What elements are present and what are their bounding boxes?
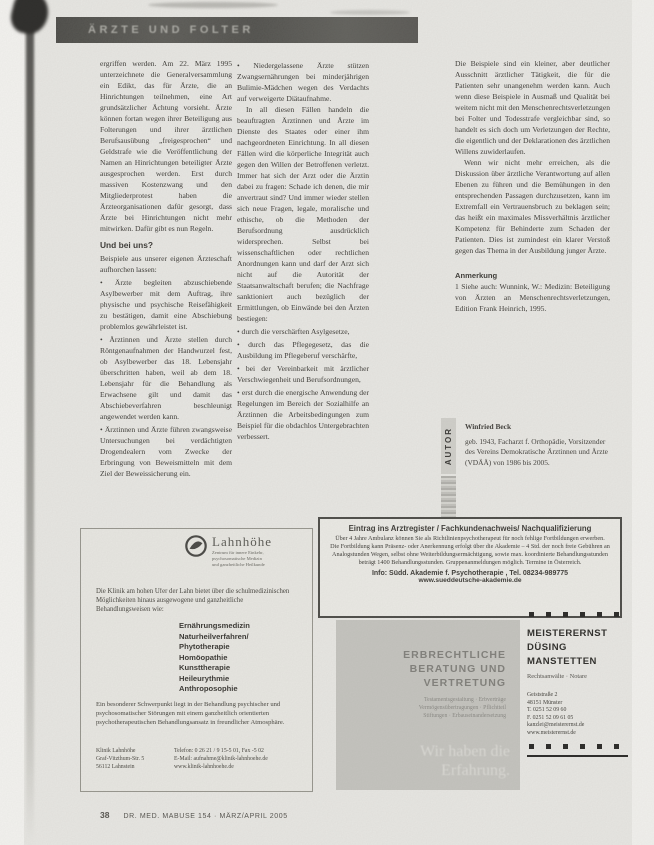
bullet-item: • Ärztinnen und Ärzte stellen durch Röntgenaufnahmen der Handwurzel fest, ob Asylbewerber das 18. Lebensjahr überschritten haben, weil ab dem 18. Lebensjahr für die Behandlung als Erwachsene gilt und damit das Abschiebeverfahren beschleunigt angewendet werden kann. <box>100 335 232 421</box>
text-column-1 <box>100 58 232 479</box>
author-vertical-label <box>441 418 456 474</box>
address-line: Geiststraße 2 <box>527 692 558 698</box>
kanzlei-name-line: MANSTETTEN <box>527 656 597 667</box>
paragraph: Beispiele aus unserer eigenen Ärzteschaft aufhorchen lassen: <box>100 254 232 274</box>
paragraph: Wenn wir nicht mehr erreichen, als die Diskussion über ärztliche Verantwortung auf allen Ebenen zu führen und die Bemühungen in den entsprechenden Passagen durchzusetzen, kann im Extremfall ein Vertrauensbruch zu beklagen sein; das heißt ein maximales Missverhältnis ärztlicher Kompetenz für Behinderte zum Schaden der Patienten. Dies ist zumindest ein klarer Verstoß gegen das Thema in der Ausbildung junger Ärzte. <box>455 158 610 255</box>
article-title: ÄRZTE UND FOLTER <box>88 24 254 36</box>
kanzlei-name <box>527 627 628 669</box>
akademie-info-line: Info: Südd. Akademie f. Psychotherapie , Tel. 08234-989775 <box>371 570 569 577</box>
erbrecht-slogan <box>336 742 510 780</box>
square-markers-bottom <box>529 744 628 749</box>
lahnhoehe-contact <box>96 747 301 771</box>
kanzlei-name-line: DÜSING <box>527 642 567 653</box>
text-column-2 <box>237 58 369 442</box>
therapy-item: Anthroposophie <box>179 684 238 693</box>
contact-line: www.klinik-lahnhoehe.de <box>174 764 234 770</box>
paragraph: Die Beispiele sind ein kleiner, aber deutlicher Ausschnitt ärztlicher Tätigkeit, die für die Patienten sehr unangenehm werden kann. Auch wenn diese Beispiele in Ausmaß und Qualität bei weitem nicht mit den Menschenrechtsverletzungen bei Folter und Todesstrafe vergleichbar sind, so handelt es sich doch um Verletzungen der Rechte, die eigentlich und der Deklarationen des ärztlichen Willens zuwiderlaufen. <box>455 59 610 156</box>
lahnhoehe-leaf-icon <box>184 534 208 558</box>
address-line: www.meisterernst.de <box>527 729 576 736</box>
author-label-text: AUTOR <box>444 426 453 466</box>
service-line: Stiftungen · Erbauseinandersetzung <box>423 713 506 719</box>
page-footer <box>100 810 288 820</box>
paragraph: ergriffen werden. Am 22. März 1995 unterzeichnete die Generalversammlung ein Edikt, das für Ärzte, die an Hinrichtungen teilnehmen, eine Art grundsätzlicher Ächtung vorsieht. Ärzte können fortan wegen ihrer Beteiligung aus Folterungen und ihrer ärztlichen Berufsausübung „freigesprochen“ und Geldstrafe wie die Veröffentlichung der Namen an Hinrichtungen beteiligter Ärzte ausgesprochen werden. Erst durch massiven Kostenzwang und den Mitgliederprotest haben die Ärzteorganisationen dafür gesorgt, dass Ärzte bei Hinrichtungen nicht mehr mitwirken. Dafür gibt es nun Regeln. <box>100 59 232 233</box>
akademie-website: www.sueddeutsche-akademie.de <box>418 577 522 584</box>
footnote-heading: Anmerkung <box>455 271 498 280</box>
kanzlei-subtitle: Rechtsanwälte · Notare <box>527 673 587 680</box>
contact-line: Telefon: 0 26 21 / 9 15-5 01, Fax -5 02 <box>174 748 264 754</box>
author-bio <box>465 422 611 468</box>
journal-issue-line: DR. MED. MABUSE 154 · MÄRZ/APRIL 2005 <box>123 813 288 820</box>
lahnhoehe-brand: Lahnhöhe <box>212 534 272 549</box>
paragraph: In all diesen Fällen handeln die beauftragten Ärztinnen und Ärzte im Dienste des Staates oder einer ihm nachgeordneten Einrichtung. In all diesen Fällen wird die körperliche Integrität auch gegen den Willen der Betroffenen verletzt. Immer hat sich der Arzt oder die Ärztin dabei zu fragen: Schade ich denen, die mir anvertraut sind? Und immer wieder stellen sich neue Fragen, legale, moralische und ethische, ob die Methoden der Berufsordnung ausdrücklich widersprechen. Selbst bei wissenschaftlichen oder rechtlichen Anordnungen kann und darf der Arzt sich nicht auf die Autorität der Staatsanwaltschaft berufen; die Nachfrage sanktioniert auch bezüglich der Ermittlungen, ob Einwände bei den Ärzten bestiegen: <box>237 105 369 323</box>
bullet-item: • durch die verschärften Asylgesetze, <box>237 327 350 336</box>
kanzlei-divider <box>527 755 628 757</box>
lahnhoehe-intro: Die Klinik am hohen Ufer der Lahn bietet über die schulmedizinischen Möglichkeiten hinaus ausgewogene und ganzheitliche Behandlungsweisen wie: <box>96 588 290 613</box>
scan-binding-streak <box>26 0 34 845</box>
bullet-item: • durch das Pflegegesetz, das die Ausbildung im Pflegeberuf verschärfte, <box>237 340 369 360</box>
article-header-bar <box>56 17 418 43</box>
bullet-item: • Ärztinnen und Ärzte führen zwangsweise Untersuchungen bei verdächtigten Drogendealern vom Zwecke der Erbringung von Beweismitteln mit dem Ziel der Beweissicherung ein. <box>100 425 232 478</box>
lahnhoehe-tagline: Zentrum für innere Einkehr, <box>212 550 264 555</box>
author-bio-text: geb. 1943, Facharzt f. Orthopädie, Vorsitzender des Vereins Demokratische Ärztinnen und Ärzte (VDÄÄ) von 1986 bis 2005. <box>465 436 608 467</box>
therapy-item: Kunsttherapie <box>179 663 231 672</box>
kanzlei-address <box>527 692 628 738</box>
contact-line: Klinik Lahnhöhe <box>96 748 136 754</box>
bullet-item: • Ärzte begleiten abzuschiebende Asylbewerber mit dem Auftrag, ihre physische und psychische Reisefähigkeit zu bestätigen, damit eine Abschiebung problemlos gewährleistet ist. <box>100 278 232 331</box>
therapy-item: Naturheilverfahren/ <box>179 631 249 641</box>
erbrecht-title-line: ERBRECHTLICHE <box>403 649 506 661</box>
therapy-item: Ernährungsmedizin <box>179 621 250 630</box>
scan-smudge <box>330 10 410 15</box>
ad-erbrecht <box>336 620 520 790</box>
address-line: kanzlei@meisterernst.de <box>527 722 585 729</box>
akademie-title: Eintrag ins Arztregister / Fachkundenachweis/ Nachqualifizierung <box>348 524 592 533</box>
text-column-3 <box>455 58 610 314</box>
ad-lahnhoehe <box>80 528 313 792</box>
ad-akademie <box>318 517 622 618</box>
slogan-line: Wir haben die <box>420 743 510 760</box>
contact-line: Graf-Vitzthum-Str. 5 <box>96 756 145 762</box>
slogan-line: Erfahrung. <box>441 762 510 779</box>
section-heading: Und bei uns? <box>100 240 154 250</box>
lahnhoehe-tagline: psychosomatische Medizin <box>212 556 262 561</box>
scan-edge-right <box>632 0 654 845</box>
ad-kanzlei <box>527 610 628 800</box>
address-line: F. 0251 52 09 61 05 <box>527 714 574 721</box>
erbrecht-services <box>336 696 506 720</box>
lahnhoehe-logo <box>184 534 304 568</box>
lahnhoehe-therapy-list <box>179 621 250 695</box>
author-name: Winfried Beck <box>465 422 512 431</box>
akademie-body: Über 4 Jahre Ambulanz können Sie als Richtlinienpsychotherapeut für noch fehlige Fortbildungen erwerben. Die Fortbildung kann Präsenz- oder Anerkennung erfolgt über die Akademie – 4 Std. der noch freie Gebühren an Analogstunden Wegen, selbst ohne Weiterbildungsermächtigung, sowie max. koordinierte Behandlungsstunden beträgt 1400 Behandlungsstunden. Gruppenanmeldungen möglich. Termine in Österreich. <box>330 535 610 566</box>
address-line: 48151 Münster <box>527 699 563 706</box>
erbrecht-title <box>336 648 506 690</box>
kanzlei-name-line: MEISTERERNST <box>527 628 608 639</box>
footnote-text: 1 Siehe auch: Wunnink, W.: Medizin: Beteiligung von Ärzten an Menschenrechtsverletzungen, Edition Frank Heinrich, 1995. <box>455 282 610 313</box>
therapy-item: Homöopathie <box>179 652 228 662</box>
scan-edge-left <box>0 0 24 845</box>
service-line: Testamentsgestaltung · Erbverträge <box>423 697 506 703</box>
scan-smudge <box>148 2 278 8</box>
bullet-item: • Niedergelassene Ärzte stützen Zwangsernährungen bei minderjährigen Bulimie-Mädchen wegen des Verdachts auf verweigerte Diätaufnahme. <box>237 61 369 103</box>
service-line: Vermögensübertragungen · Pflichtteil <box>418 705 506 711</box>
bullet-item: • erst durch die energische Anwendung der Regelungen im Bereich der Sozialhilfe an Ärztinnen die Arbeitsbedingungen zum Beispiel für die obdachlos Untergebrachten verbessert. <box>237 388 369 441</box>
square-markers-top <box>529 612 628 617</box>
contact-line: E-Mail: aufnahme@klinik-lahnhoehe.de <box>174 756 268 762</box>
page-number: 38 <box>100 810 110 820</box>
bullet-item: • bei der Vereinbarkeit mit ärztlicher Verschwiegenheit und Berufsordnungen, <box>237 364 369 384</box>
erbrecht-title-line: BERATUNG UND <box>409 663 506 675</box>
address-line: T. 0251 52 09 60 <box>527 707 567 714</box>
erbrecht-title-line: VERTRETUNG <box>423 677 506 689</box>
lahnhoehe-description: Ein besonderer Schwerpunkt liegt in der Behandlung psychischer und psychosomatischer Störungen mit einem ganzheitlich orientierten psychotherapeutischen Behandlungsansatz in freundlicher Atmosphäre. <box>96 701 285 726</box>
author-photo <box>441 476 456 522</box>
contact-line: 56112 Lahnstein <box>96 764 135 770</box>
therapy-item: Heileurythmie <box>179 673 230 683</box>
therapy-item: Phytotherapie <box>179 642 230 651</box>
lahnhoehe-tagline: und ganzheitliche Heilkunde <box>212 562 265 567</box>
